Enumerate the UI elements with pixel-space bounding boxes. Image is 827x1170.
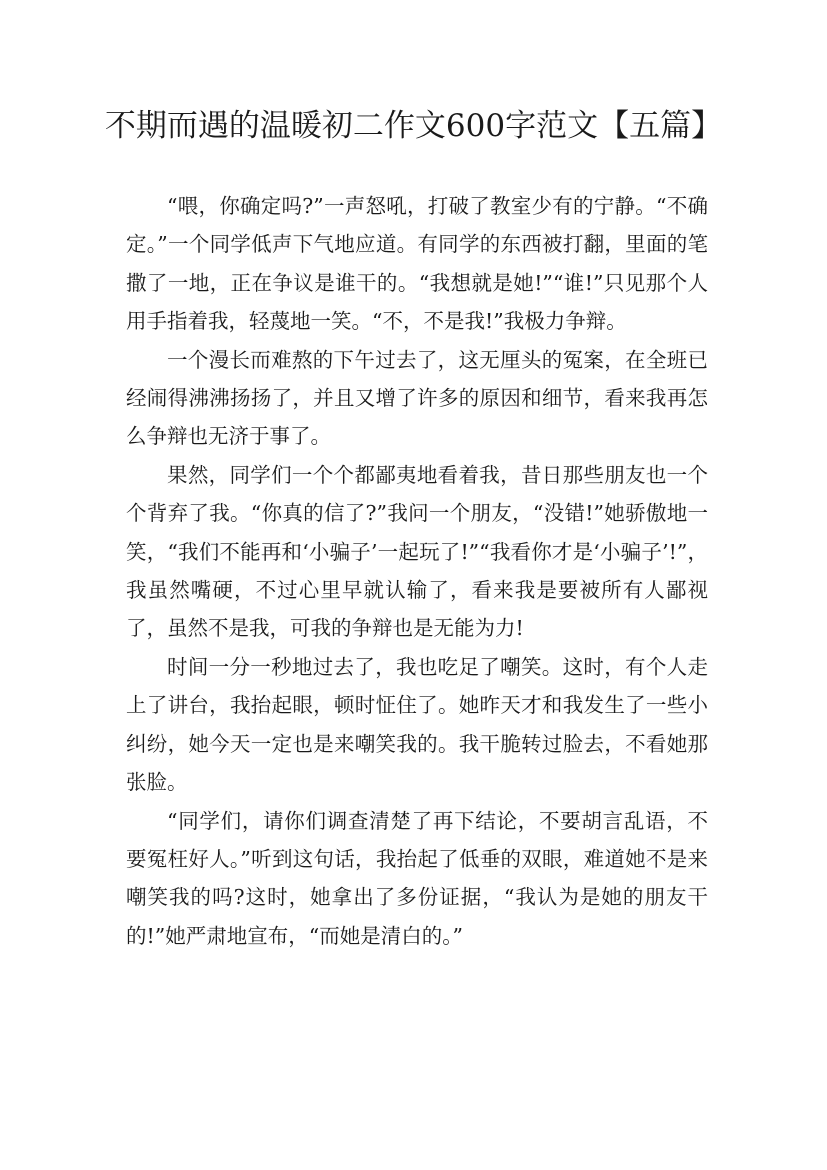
document-title: 不期而遇的温暖初二作文600字范文【五篇】 — [104, 108, 723, 144]
paragraph-3: 果然，同学们一个个都鄙夷地看着我，昔日那些朋友也一个个背弃了我。“你真的信了?”我问一个朋友，“没错!”她骄傲地一笑，“我们不能再和‘小骗子’一起玩了!”“我看你才是‘小骗子’!”，我虽然嘴硬，不过心里早就认输了，看来我是要被所有人鄙视了，虽然不是我，可我的争辩也是无能为力! — [126, 462, 708, 641]
paragraph-4: 时间一分一秒地过去了，我也吃足了嘲笑。这时，有个人走上了讲台，我抬起眼，顿时怔住了。她昨天才和我发生了一些小纠纷，她今天一定也是来嘲笑我的。我干脆转过脸去，不看她那张脸。 — [126, 654, 708, 795]
paragraph-1: “喂，你确定吗?”一声怒吼，打破了教室少有的宁静。“不确定。”一个同学低声下气地应道。有同学的东西被打翻，里面的笔撒了一地，正在争议是谁干的。“我想就是她!”“谁!”只见那个人用手指着我，轻蔑地一笑。“不，不是我!”我极力争辩。 — [126, 194, 708, 334]
paragraph-2: 一个漫长而难熬的下午过去了，这无厘头的冤案，在全班已经闹得沸沸扬扬了，并且又增了许多的原因和细节，看来我再怎么争辩也无济于事了。 — [126, 347, 708, 449]
document-body — [126, 187, 708, 955]
paragraph-5: “同学们，请你们调查清楚了再下结论，不要胡言乱语，不要冤枉好人。”听到这句话，我抬起了低垂的双眼，难道她不是来嘲笑我的吗?这时，她拿出了多份证据，“我认为是她的朋友干的!”她严肃地宣布，“而她是清白的。” — [126, 808, 708, 948]
